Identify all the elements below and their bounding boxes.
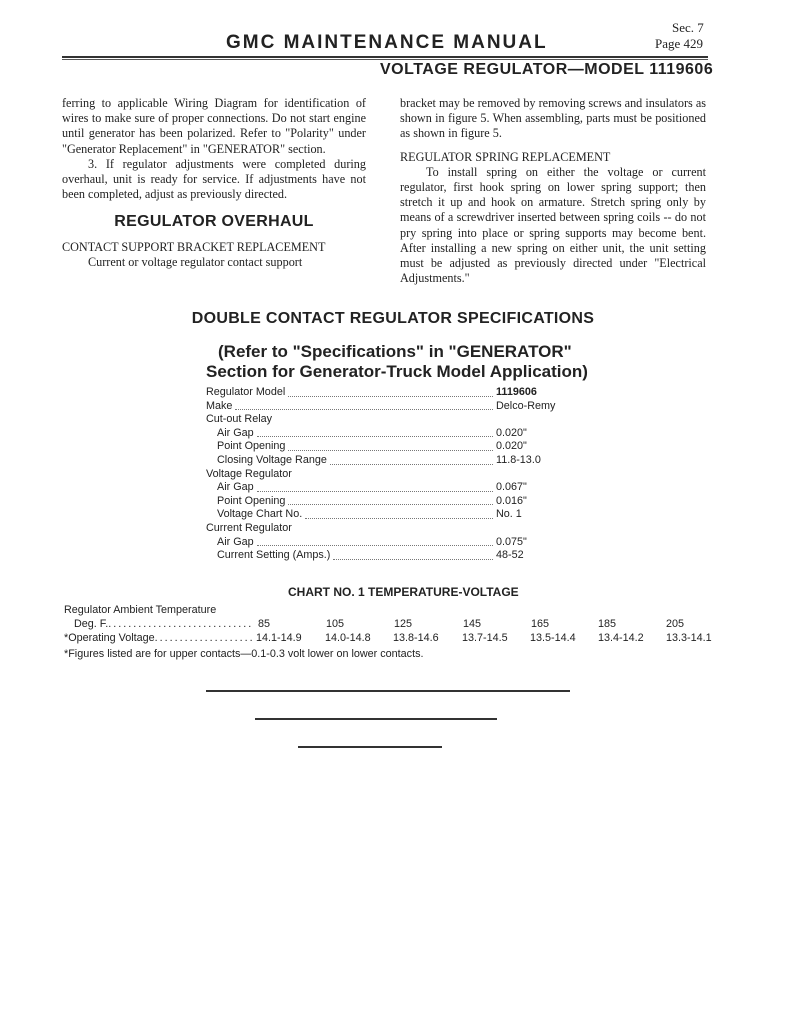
right-column <box>400 96 706 286</box>
manual-title: GMC MAINTENANCE MANUAL <box>226 32 548 53</box>
spec-label: Point Opening <box>217 440 286 453</box>
spec-row <box>206 481 552 495</box>
subheading: CONTACT SUPPORT BRACKET REPLACEMENT <box>62 239 326 254</box>
temperature-cell: 145 <box>463 618 482 630</box>
spec-label: Current Setting (Amps.) <box>217 549 331 562</box>
paragraph: Current or voltage regulator contact support <box>88 254 303 269</box>
spec-value: No. 1 <box>496 508 522 521</box>
spec-label: Air Gap <box>217 481 254 494</box>
specifications-title: DOUBLE CONTACT REGULATOR SPECIFICATIONS <box>191 310 595 327</box>
end-rule <box>255 718 497 720</box>
temperature-cell: 125 <box>394 618 413 630</box>
temperature-cell: 165 <box>531 618 550 630</box>
paragraph: bracket may be removed by removing screws and insulators as shown in figure 5. When assembling, parts must be positioned as shown in figure 5. <box>400 96 706 141</box>
page-number: Page 429 <box>655 36 704 51</box>
leader-dots <box>288 396 493 397</box>
spec-row <box>206 440 552 454</box>
left-column <box>62 96 366 270</box>
spec-label: Current Regulator <box>206 521 292 534</box>
spec-label: Regulator Model <box>206 386 286 398</box>
specifications-reference: (Refer to "Specifications" in "GENERATOR" <box>218 342 572 361</box>
operating-voltage-row <box>64 632 714 646</box>
spec-group-label <box>206 413 552 427</box>
header-rule-thin <box>62 59 708 60</box>
spec-row <box>206 508 552 522</box>
paragraph: ferring to applicable Wiring Diagram for identification of wires to make sure of proper connections. Do not start engine until generator has been polarized. Refer to "Polarity" under "Generator Replacement" in "GENERATOR" section. <box>62 96 366 156</box>
spec-row <box>206 495 552 509</box>
regulator-overhaul-heading: REGULATOR OVERHAUL <box>114 213 314 231</box>
temperature-cell: 105 <box>326 618 345 630</box>
voltage-cell: 14.0-14.8 <box>325 632 371 644</box>
spec-row <box>206 454 552 468</box>
leader-dots <box>288 504 493 505</box>
footnote: *Figures listed are for upper contacts—0.1-0.3 volt lower on lower contacts. <box>64 648 424 660</box>
leader-dots <box>333 559 493 560</box>
voltage-cell: 14.1-14.9 <box>256 632 302 644</box>
spec-group-label <box>206 468 552 482</box>
spec-value: 1119606 <box>496 386 537 398</box>
spec-value: 0.067" <box>496 481 527 494</box>
spec-row <box>206 549 552 563</box>
temperature-row <box>64 618 714 632</box>
voltage-cell: 13.3-14.1 <box>666 632 712 644</box>
leader-dots <box>288 450 493 451</box>
spec-value: 0.020" <box>496 426 527 439</box>
leader-dots <box>305 518 493 519</box>
spec-label: Cut-out Relay <box>206 413 273 426</box>
spec-label: Air Gap <box>217 426 254 439</box>
operating-voltage-label: *Operating Voltage.................... <box>64 632 255 644</box>
specifications-table <box>206 386 556 563</box>
leader-dots <box>330 464 493 465</box>
leader-dots <box>235 409 493 410</box>
voltage-cell: 13.7-14.5 <box>462 632 508 644</box>
subheading: REGULATOR SPRING REPLACEMENT <box>400 149 611 164</box>
spec-label: Voltage Regulator <box>206 467 292 480</box>
chart-title: CHART NO. 1 TEMPERATURE-VOLTAGE <box>288 585 519 599</box>
spec-value: 11.8-13.0 <box>496 453 541 466</box>
header-rule <box>62 56 708 58</box>
spec-row <box>206 427 552 441</box>
spec-value: 0.016" <box>496 494 527 507</box>
end-rule <box>206 690 570 692</box>
spec-row <box>206 536 552 550</box>
temperature-cell: 185 <box>598 618 617 630</box>
spec-label: Point Opening <box>217 494 286 507</box>
deg-label: Deg. F.............................. <box>74 618 254 630</box>
paragraph: 3. If regulator adjustments were completed during overhaul, unit is ready for service. If adjustments have not been completed, adjust as previously directed. <box>62 156 366 202</box>
spec-value: Delco-Remy <box>496 399 556 412</box>
paragraph: To install spring on either the voltage or current regulator, first hook spring on lower spring support; then stretch it up and hook on armature. Stretch spring only by means of a screwdriver inserted between spring coils -- do not pry spring into place or spring supports may become bent. After installing a new spring on either unit, the unit setting must be adjusted as previously directed under "Electrical Adjustments." <box>400 164 706 286</box>
spec-value: 0.020" <box>496 440 527 453</box>
spec-row <box>206 399 556 414</box>
spec-row <box>206 386 552 400</box>
leader-dots <box>257 491 493 492</box>
leader-dots <box>257 436 493 437</box>
spec-label: Make <box>206 399 233 412</box>
leader-dots <box>257 545 493 546</box>
end-rule <box>298 746 442 748</box>
spec-value: 0.075" <box>496 535 527 548</box>
spec-label: Air Gap <box>217 535 254 548</box>
temperature-cell: 85 <box>258 618 271 630</box>
ambient-temperature-label: Regulator Ambient Temperature <box>64 604 217 616</box>
section-title: VOLTAGE REGULATOR—MODEL 1119606 <box>380 61 714 78</box>
voltage-cell: 13.5-14.4 <box>530 632 576 644</box>
spec-label: Voltage Chart No. <box>217 508 303 521</box>
spec-value: 48-52 <box>496 549 524 562</box>
spec-group-label <box>206 522 552 536</box>
section-number: Sec. 7 <box>672 20 704 35</box>
voltage-cell: 13.4-14.2 <box>598 632 644 644</box>
spec-label: Closing Voltage Range <box>217 453 327 466</box>
specifications-reference: Section for Generator-Truck Model Application) <box>206 362 588 381</box>
voltage-cell: 13.8-14.6 <box>393 632 439 644</box>
temperature-cell: 205 <box>666 618 685 630</box>
